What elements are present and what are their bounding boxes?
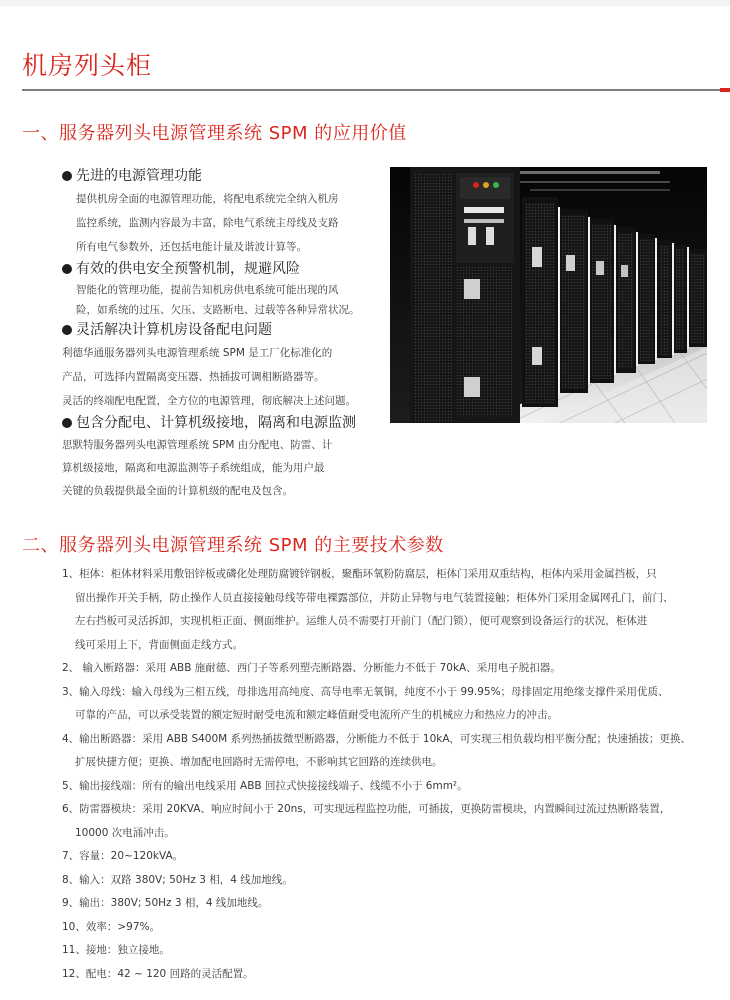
feature-title: 包含分配电、计算机级接地，隔离和电源监测 bbox=[76, 415, 356, 431]
spec-text: 10、效率：>97%。 bbox=[62, 920, 160, 933]
feature-title-wrap bbox=[62, 413, 382, 434]
spec-text: 11、接地：独立接地。 bbox=[62, 944, 170, 956]
feature-title: 有效的供电安全预警机制，规避风险 bbox=[76, 261, 300, 277]
spec-text: 扩展快捷方便；更换、增加配电回路时无需停电，不影响其它回路的连续供电。 bbox=[75, 756, 443, 768]
server-racks-illustration bbox=[390, 167, 707, 423]
spec-text: 左右挡板可灵活拆卸，实现机柜正面、侧面维护。运维人员不需要打开前门（配门锁），便可观察到设备运行的状况，柜体进 bbox=[75, 615, 648, 627]
spec-text: 留出操作开关手柄，防止操作人员直接接触母线等带电裸露部位，并防止异物与电气装置接触；柜体外门采用金属网孔门，前门、 bbox=[75, 591, 674, 604]
feature-title-wrap bbox=[62, 166, 382, 187]
feature-item bbox=[62, 413, 382, 503]
feature-text: 监控系统，监测内容最为丰富，除电气系统主母线及支路 bbox=[76, 217, 339, 229]
feature-title: 先进的电源管理功能 bbox=[76, 168, 202, 184]
bullet-icon bbox=[62, 171, 72, 181]
bullet-icon bbox=[62, 418, 72, 428]
spec-text: 1、柜体：柜体材料采用敷铝锌板或磷化处理防腐镀锌钢板，聚酯环氧粉防腐层，柜体门采用双重结构，柜体内采用金属挡板，只 bbox=[62, 568, 657, 580]
title-divider bbox=[22, 89, 730, 91]
feature-title-wrap bbox=[62, 320, 382, 341]
server-room-photo bbox=[390, 167, 707, 423]
feature-text: 提供机房全面的电源管理功能，将配电系统完全纳入机房 bbox=[76, 193, 339, 205]
feature-text: 关键的负载提供最全面的计算机级的配电及包含。 bbox=[62, 485, 293, 497]
spec-text: 9、输出：380V; 50Hz 3 相，4 线加地线。 bbox=[62, 897, 269, 909]
feature-item bbox=[62, 166, 382, 259]
section-heading-application-value: 一、服务器列头电源管理系统 SPM 的应用价值 bbox=[22, 123, 407, 144]
feature-text: 智能化的管理功能，提前告知机房供电系统可能出现的风 bbox=[76, 284, 339, 296]
spec-text: 10000 次电涌冲击。 bbox=[75, 826, 175, 839]
feature-text: 思默特服务器列头电源管理系统 SPM 由分配电、防雷、计 bbox=[62, 439, 333, 451]
spec-text: 7、容量：20~120kVA。 bbox=[62, 850, 184, 862]
top-strip bbox=[0, 0, 730, 6]
spec-list bbox=[62, 563, 718, 986]
feature-text: 险，如系统的过压、欠压、支路断电、过载等各种异常状况。 bbox=[76, 304, 360, 316]
feature-item bbox=[62, 259, 382, 320]
spec-text: 线可采用上下，背面侧面走线方式。 bbox=[75, 638, 243, 651]
spec-text: 可靠的产品，可以承受装置的额定短时耐受电流和额定峰值耐受电流所产生的机械应力和热应力的冲击。 bbox=[75, 709, 558, 721]
feature-title-wrap bbox=[62, 259, 382, 280]
spec-text: 5、输出接线端：所有的输出电线采用 ABB 回拉式快接接线端子、线缆不小于 6mm²。 bbox=[62, 779, 468, 792]
spec-text: 2、 输入断路器：采用 ABB 施耐德、西门子等系列塑壳断路器、分断能力不低于 70kA、采用电子脱扣器。 bbox=[62, 662, 561, 674]
spec-text: 4、输出断路器：采用 ABB S400M 系列热插拔微型断路器，分断能力不低于 10kA，可实现三相负载均相平衡分配；快速插拔；更换、 bbox=[62, 732, 692, 745]
feature-list bbox=[62, 166, 382, 503]
feature-text: 产品，可选择内置隔离变压器、热插拔可调相断路器等。 bbox=[62, 371, 325, 383]
spec-text: 8、输入：双路 380V; 50Hz 3 相，4 线加地线。 bbox=[62, 873, 293, 886]
bullet-icon bbox=[62, 264, 72, 274]
section-heading-technical-parameters: 二、服务器列头电源管理系统 SPM 的主要技术参数 bbox=[22, 535, 444, 556]
page-title: 机房列头柜 bbox=[22, 51, 153, 80]
spec-text: 6、防雷器模块：采用 20KVA、响应时间小于 20ns，可实现远程监控功能，可插拔，更换防雷模块，内置瞬间过流过热断路装置， bbox=[62, 803, 671, 815]
feature-text: 所有电气参数外，还包括电能计量及谐波计算等。 bbox=[76, 241, 307, 253]
spec-text: 3、输入母线：输入母线为三相五线，母排选用高纯度、高导电率无氧铜，纯度不小于 99.95%；母排固定用绝缘支撑件采用优质、 bbox=[62, 685, 669, 698]
feature-text: 灵活的终端配电配置，全方位的电源管理，彻底解决上述问题。 bbox=[62, 395, 356, 407]
feature-item bbox=[62, 320, 382, 413]
spec-text: 12、配电：42 ~ 120 回路的灵活配置。 bbox=[62, 967, 254, 980]
feature-title: 灵活解决计算机房设备配电问题 bbox=[76, 322, 272, 338]
title-divider-accent bbox=[720, 88, 730, 92]
feature-text: 算机级接地，隔离和电源监测等子系统组成，能为用户最 bbox=[62, 462, 325, 474]
feature-text: 利德华通服务器列头电源管理系统 SPM 是工厂化标准化的 bbox=[62, 347, 333, 359]
bullet-icon bbox=[62, 325, 72, 335]
